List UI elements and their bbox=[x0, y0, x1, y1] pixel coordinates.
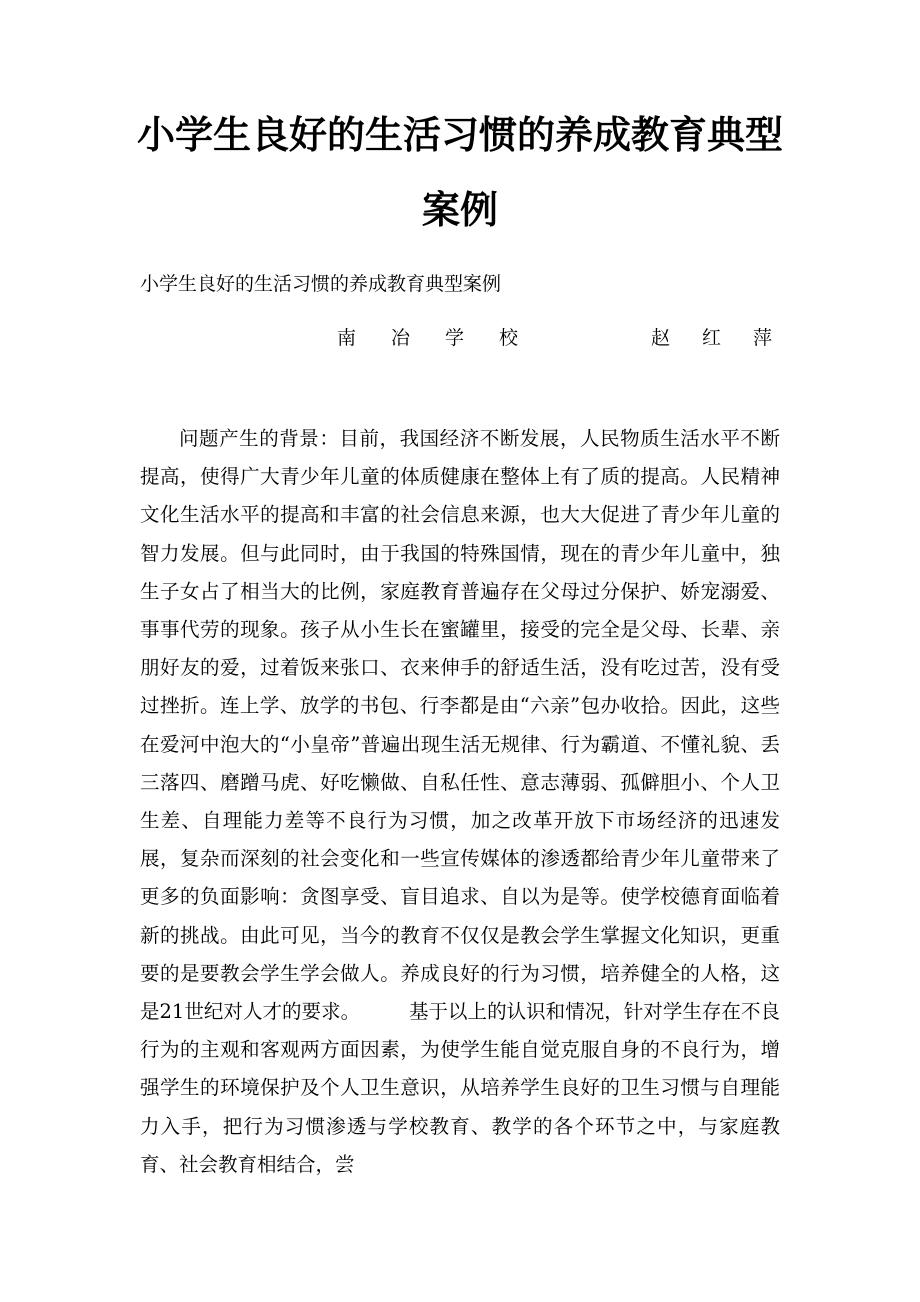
document-title-line-2: 案例 bbox=[421, 187, 498, 232]
document-title-line-1: 小学生良好的生活习惯的养成教育典型 bbox=[136, 112, 783, 157]
body-paragraph: 问题产生的背景：目前，我国经济不断发展，人民物质生活水平不断提高，使得广大青少年儿童的体质健康在整体上有了质的提高。人民精神文化生活水平的提高和丰富的社会信息来源，也大大促进了青少年儿童的智力发展。但与此同时，由于我国的特殊国情，现在的青少年儿童中，独生子女占了相当大的比例，家庭教育普遍存在父母过分保护、娇宠溺爱、事事代劳的现象。孩子从小生长在蜜罐里，接受的完全是父母、长辈、亲朋好友的爱，过着饭来张口、衣来伸手的舒适生活，没有吃过苦，没有受过挫折。连上学、放学的书包、行李都是由“六亲”包办收拾。因此，这些在爱河中泡大的“小皇帝”普遍出现生活无规律、行为霸道、不懂礼貌、丢三落四、磨蹭马虎、好吃懒做、自私任性、意志薄弱、孤僻胆小、个人卫生差、自理能力差等不良行为习惯，加之改革开放下市场经济的迅速发展，复杂而深刻的社会变化和一些宣传媒体的渗透都给青少年儿童带来了更多的负面影响：贪图享受、盲目追求、自以为是等。使学校德育面临着新的挑战。由此可见，当今的教育不仅仅是教会学生掌握文化知识，更重要的是要教会学生学会做人。养成良好的行为习惯，培养健全的人格，这是21世纪对人才的要求。 基于以上的认识和情况，针对学生存在不良行为的主观和客观两方面因素，为使学生能自觉克服自身的不良行为，增强学生的环境保护及个人卫生意识，从培养学生良好的卫生习惯与自理能力入手，把行为习惯渗透与学校教育、教学的各个环节之中，与家庭教育、社会教育相结合，尝 bbox=[140, 427, 780, 1176]
school-name: 南冶学校 bbox=[337, 327, 554, 349]
byline bbox=[140, 324, 805, 352]
document-subtitle: 小学生良好的生活习惯的养成教育典型案例 bbox=[140, 273, 502, 295]
author-name: 赵红萍 bbox=[651, 327, 805, 349]
